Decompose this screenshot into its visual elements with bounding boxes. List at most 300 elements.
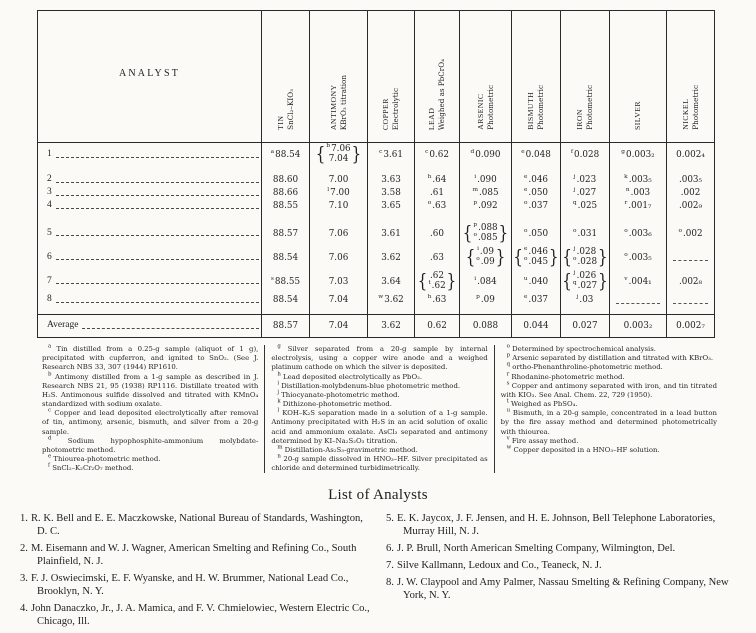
analyst-entry <box>386 577 736 603</box>
value-cell: 7.00 <box>310 174 368 187</box>
value-cell: $^p$.09 <box>460 294 512 307</box>
analyst-entry-text: Silve Kallmann, Ledoux and Co., Teaneck, N. J. <box>396 560 602 572</box>
analyst-label <box>38 295 261 305</box>
column-header-copper <box>368 11 415 143</box>
spacer-cell <box>310 213 368 222</box>
dotted-leader <box>56 182 259 183</box>
value-cell: 88.54 <box>262 246 310 270</box>
brace-right-icon: } <box>498 221 509 245</box>
method-name: SnCl₂–KIO₃ <box>285 89 295 130</box>
pair-values <box>428 272 445 291</box>
dash-line <box>673 303 708 304</box>
average-value-cell: 0.044 <box>512 315 561 338</box>
footnote-ref: t <box>428 279 431 286</box>
analyst-cell <box>38 222 262 246</box>
spacer-cell <box>460 213 512 222</box>
average-value-cell: 3.62 <box>368 315 415 338</box>
footnote-marker: a <box>48 343 52 350</box>
method-name: Weighed as PbCrO₄ <box>437 58 447 130</box>
data-row <box>38 143 715 167</box>
brace-left-icon: { <box>513 245 523 269</box>
value-cell: .61 <box>415 187 460 200</box>
value-pair <box>562 245 608 269</box>
spacer-cell <box>415 167 460 174</box>
footnote-ref: s <box>270 275 274 282</box>
analyst-label <box>38 175 261 185</box>
footnote-ref: w <box>378 294 384 301</box>
value-cell: $^o$.63 <box>415 200 460 213</box>
spacer-cell <box>610 213 667 222</box>
footnote-ref: g <box>621 148 625 155</box>
analyst-cell <box>38 246 262 270</box>
analyst-label <box>38 201 261 211</box>
value-cell: 7.03 <box>310 270 368 294</box>
footnote-ref: e <box>523 187 528 194</box>
footnote-ref: k <box>624 174 628 181</box>
value-cell: $^i$.090 <box>460 174 512 187</box>
footnote: $^w$ Copper deposited in a HNO₃–HF solution. <box>506 444 660 454</box>
dotted-leader <box>56 259 259 260</box>
analyst-entry-number: 5. <box>386 513 394 525</box>
value-cell: $^o$.002 <box>667 222 715 246</box>
footnote-ref: j <box>576 294 579 301</box>
spacer-cell <box>415 213 460 222</box>
column-header-lead <box>415 11 460 143</box>
pair-values <box>572 269 598 291</box>
footnote-ref: o <box>624 251 628 258</box>
footnote-ref: q <box>572 279 577 286</box>
average-value-cell: 0.002₇ <box>667 315 715 338</box>
value-cell: $^f$0.028 <box>561 143 610 167</box>
element-name: COPPER <box>381 98 391 130</box>
value-cell <box>610 294 667 307</box>
value-cell: .003₅ <box>667 174 715 187</box>
footnote: $^q$ ortho-Phenanthroline-photometric method. <box>506 362 663 372</box>
footnote-marker: t <box>506 398 509 405</box>
footnote-marker: o <box>506 343 510 350</box>
spacer-cell <box>512 307 561 315</box>
value: $^q$.027 <box>572 279 598 291</box>
footnote: $^l$ KOH–K₂S separation made in a solution of a 1-g sample. Antimony precipitated with H₂S in an acid solution of oxalic acid and ammonium oxalate. AsCl₃ separated and antimony determined by KI–Na₂S₂O₃ titration. <box>271 407 488 445</box>
rotated-header-label <box>427 59 446 130</box>
analyst-entry-text: R. K. Bell and E. E. Maczkowske, National Bureau of Standards, Washington, D. C. <box>30 513 363 538</box>
pair-values <box>523 245 549 267</box>
results-table <box>37 10 715 338</box>
analyst-entry-number: 7. <box>386 560 394 572</box>
analysts-left <box>20 513 370 632</box>
footnote-ref: h <box>427 294 432 301</box>
average-label <box>38 321 261 331</box>
value-cell: $^c$0.62 <box>415 143 460 167</box>
value-cell: $^p$.092 <box>460 200 512 213</box>
spacer-cell <box>561 307 610 315</box>
average-label-cell <box>38 315 262 338</box>
footnote: $^m$ Distillation-As₂S₃-gravimetric method. <box>277 444 418 454</box>
footnote-marker: f <box>48 462 50 469</box>
analyst-entry-number: 4. <box>20 602 28 614</box>
value-cell: $^q$.025 <box>561 200 610 213</box>
footnote-ref: e <box>521 148 525 155</box>
footnote-ref: i <box>477 245 479 252</box>
spacer-cell <box>38 307 262 315</box>
brace-left-icon: { <box>465 245 476 269</box>
value-cell: $^j$.023 <box>561 174 610 187</box>
footnote: $^d$ Sodium hypophosphite-ammonium molybdate-photometric method. <box>42 435 259 454</box>
header-row <box>38 11 715 143</box>
footnote-ref: i <box>474 275 477 282</box>
value: $^i$.09 <box>477 245 494 257</box>
spacer-cell <box>610 167 667 174</box>
value-cell: $^r$.001₇ <box>610 200 667 213</box>
value-cell: $^e$0.048 <box>512 143 561 167</box>
footnote-ref: j <box>573 187 576 194</box>
analyst-entry <box>20 573 370 599</box>
analyst-entry-text: E. K. Jaycox, J. F. Jensen, and H. E. Johnson, Bell Telephone Laboratories, Murray Hill, N. J. <box>396 513 716 538</box>
value-cell: 7.06 <box>310 246 368 270</box>
brace-right-icon: } <box>549 245 559 269</box>
analyst-number: 7 <box>47 275 52 286</box>
value-cell <box>310 143 368 167</box>
value-cell: $^h$.64 <box>415 174 460 187</box>
rotated-header-label <box>681 85 700 130</box>
footnote-ref: n <box>625 187 630 194</box>
footnote-marker: p <box>506 352 511 359</box>
value: $^o$.085 <box>473 231 498 243</box>
spacer-cell <box>368 167 415 174</box>
analyst-entry-text: J. W. Claypool and Amy Palmer, Nassau Smelting & Refining Company, New York, N. Y. <box>396 577 729 602</box>
spacer-cell <box>368 213 415 222</box>
value-cell <box>561 246 610 270</box>
footnote-ref: o <box>476 255 480 262</box>
footnote-ref: o <box>624 227 628 234</box>
value-cell: 88.55 <box>262 200 310 213</box>
footnotes-section <box>36 345 723 473</box>
spacer-row <box>38 167 715 174</box>
analyst-entry-number: 1. <box>20 513 28 525</box>
value-cell: 88.66 <box>262 187 310 200</box>
value-cell <box>667 294 715 307</box>
value-cell: 3.62 <box>368 246 415 270</box>
dotted-leader <box>56 302 259 303</box>
spacer-cell <box>460 167 512 174</box>
analyst-cell <box>38 143 262 167</box>
analyst-entry-text: J. P. Brull, North American Smelting Company, Wilmington, Del. <box>396 543 676 555</box>
footnote: $^t$ Weighed as PbSO₄. <box>506 398 578 409</box>
footnote-marker: m <box>277 444 283 451</box>
footnote: $^f$ SnCl₂–K₂Cr₂O₇ method. <box>48 462 134 473</box>
value-cell: $^a$88.54 <box>262 143 310 167</box>
rotated-header-label <box>633 101 643 130</box>
spacer-cell <box>512 167 561 174</box>
analysts-list <box>18 513 738 632</box>
footnote: $^i$ Distillation-molybdenum-blue photometric method. <box>277 380 461 390</box>
footnote-ref: o <box>523 255 528 262</box>
method-name: Photometric <box>585 85 595 130</box>
value: $^o$.045 <box>523 255 549 267</box>
element-name: TIN <box>275 115 285 130</box>
value: $^o$.09 <box>476 255 495 267</box>
analysts-title: List of Analysts <box>328 487 428 504</box>
footnote-marker: r <box>506 371 510 378</box>
rotated-header-label <box>276 89 295 130</box>
value-cell: 88.60 <box>262 174 310 187</box>
column-header-bismuth <box>512 11 561 143</box>
document-page <box>0 10 756 627</box>
analyst-entry-text: M. Eisemann and W. J. Wagner, American Smelting and Refining Co., South Plainfield, N. J. <box>30 543 357 568</box>
value-cell: $^v$.004₁ <box>610 270 667 294</box>
footnote-ref: f <box>570 148 573 155</box>
footnote-ref: v <box>624 275 628 282</box>
value-cell: 7.06 <box>310 222 368 246</box>
footnote-ref: a <box>270 148 275 155</box>
spacer-cell <box>460 307 512 315</box>
footnote-ref: j <box>573 245 576 252</box>
spacer-cell <box>38 213 262 222</box>
footnote: $^h$ Lead deposited electrolytically as PbO₂. <box>277 371 423 381</box>
brace-right-icon: } <box>351 142 362 166</box>
element-name: ARSENIC <box>475 93 485 130</box>
method-name: Electrolytic <box>391 87 401 130</box>
value-pair <box>417 269 457 293</box>
footnote-ref: q <box>572 200 577 207</box>
column-header-silver <box>610 11 667 143</box>
footnote: $^n$ 20-g sample dissolved in HNO₃–HF. Silver precipitated as chloride and determined turbidimetrically. <box>271 453 488 473</box>
value-cell: 3.63 <box>368 174 415 187</box>
column-header-arsenic <box>460 11 512 143</box>
rotated-header-label <box>381 88 400 130</box>
value-cell: $^h$.63 <box>415 294 460 307</box>
footnote-marker: l <box>277 407 280 414</box>
value-cell: $^l$7.00 <box>310 187 368 200</box>
analyst-entry <box>20 513 370 539</box>
average-row <box>38 315 715 338</box>
spacer-cell <box>561 167 610 174</box>
analyst-number: 8 <box>47 294 52 305</box>
spacer-cell <box>415 307 460 315</box>
brace-right-icon: } <box>446 269 457 293</box>
pair-values <box>476 245 495 267</box>
value-cell: .002₉ <box>667 200 715 213</box>
column-header-antimony <box>310 11 368 143</box>
element-name: LEAD <box>427 107 437 130</box>
footnote: $^o$ Determined by spectrochemical analysis. <box>506 343 656 353</box>
footnote: $^v$ Fire assay method. <box>506 435 579 445</box>
footnote-ref: c <box>425 148 429 155</box>
data-row <box>38 174 715 187</box>
analyst-entry <box>20 603 370 629</box>
value: $^b$7.06 <box>326 143 351 155</box>
footnote-marker: n <box>277 453 281 460</box>
value-cell: $^j$.03 <box>561 294 610 307</box>
dotted-leader <box>82 328 259 329</box>
analyst-number: 4 <box>47 200 52 211</box>
value-cell: $^i$.084 <box>460 270 512 294</box>
footnote: $^e$ Thiourea-photometric method. <box>48 453 161 464</box>
value-pair <box>315 142 362 166</box>
value-cell: .002₈ <box>667 270 715 294</box>
value-pair <box>562 269 608 293</box>
footnote-marker: i <box>277 380 280 387</box>
footnote-marker: s <box>506 380 510 387</box>
pair-values <box>473 221 498 243</box>
table-header <box>38 11 715 143</box>
footnote-ref: j <box>573 269 576 276</box>
data-row <box>38 222 715 246</box>
analyst-entry-text: John Danaczko, Jr., J. A. Mamica, and F. V. Chmielowiec, Western Electric Co., Chicago, Ill. <box>30 602 370 627</box>
value-pair <box>513 245 559 269</box>
footnote-marker: g <box>277 343 281 350</box>
footnote-ref: i <box>474 174 477 181</box>
analyst-entry <box>386 543 736 556</box>
analyst-number: 5 <box>47 227 52 238</box>
value-cell: $^g$0.003₂ <box>610 143 667 167</box>
rotated-header-label <box>575 85 594 130</box>
spacer-row <box>38 213 715 222</box>
method-name: KBrO₃ titration <box>338 74 348 130</box>
analyst-column-header: ANALYST <box>38 11 262 143</box>
value-cell <box>512 246 561 270</box>
value: $^p$.088 <box>473 221 498 233</box>
rotated-header-label <box>476 85 495 130</box>
footnote-column-2 <box>264 345 493 473</box>
value-cell <box>415 270 460 294</box>
footnote-ref: o <box>523 227 528 234</box>
footnote-ref: u <box>523 275 528 282</box>
footnote-ref: h <box>427 174 432 181</box>
spacer-row <box>38 307 715 315</box>
analyst-entry-number: 2. <box>20 543 28 555</box>
footnote-marker: b <box>48 371 52 378</box>
footnote-ref: j <box>573 174 576 181</box>
footnote-column-3 <box>494 345 723 473</box>
value: 7.04 <box>328 153 349 164</box>
footnote-ref: o <box>678 227 682 234</box>
analysts-right <box>386 513 736 632</box>
footnote-marker: w <box>506 444 512 451</box>
dotted-leader <box>56 157 259 158</box>
data-row <box>38 200 715 213</box>
rotated-header-label <box>526 85 545 130</box>
value-cell: 7.10 <box>310 200 368 213</box>
brace-right-icon: } <box>495 245 506 269</box>
footnote-ref: o <box>523 200 528 207</box>
element-name: BISMUTH <box>526 92 536 130</box>
value-cell: $^j$.027 <box>561 187 610 200</box>
footnote-marker: d <box>48 435 52 442</box>
value-cell <box>561 270 610 294</box>
element-name: ANTIMONY <box>328 84 338 130</box>
value-cell: 3.58 <box>368 187 415 200</box>
footnote: $^p$ Arsenic separated by distillation and titrated with KBrO₃. <box>506 352 714 363</box>
footnote-marker: q <box>506 362 511 369</box>
footnote: $^g$ Silver separated from a 20-g sample by internal electrolysis, using a copper wire anode and a weighed platinum cathode on which the silver is deposited. <box>271 343 488 372</box>
brace-left-icon: { <box>562 245 572 269</box>
value-cell: .60 <box>415 222 460 246</box>
footnote: $^j$ Thiocyanate-photometric method. <box>277 389 400 399</box>
element-name: IRON <box>575 109 585 130</box>
value-cell: 88.57 <box>262 222 310 246</box>
footnote: $^k$ Dithizone-photometric method. <box>277 398 392 409</box>
dotted-leader <box>56 195 259 196</box>
value-cell: $^o$.050 <box>512 222 561 246</box>
footnote-ref: o <box>427 200 432 207</box>
value: $^j$.028 <box>573 245 597 257</box>
footnote: $^c$ Copper and lead deposited electrolytically after removal of tin, antimony, arsenic, bismuth, and silver from a 20-g sample. <box>42 407 259 436</box>
column-header-tin <box>262 11 310 143</box>
analyst-label <box>38 188 261 198</box>
value-pair <box>465 245 506 269</box>
value-cell: 88.54 <box>262 294 310 307</box>
value-cell: $^s$88.55 <box>262 270 310 294</box>
spacer-cell <box>368 307 415 315</box>
column-header-iron <box>561 11 610 143</box>
value-cell: $^c$3.61 <box>368 143 415 167</box>
value-cell: $^e$.046 <box>512 174 561 187</box>
footnote-ref: r <box>624 200 628 207</box>
average-value-cell: 0.027 <box>561 315 610 338</box>
value-cell: $^e$.037 <box>512 294 561 307</box>
footnote-marker: c <box>48 407 52 414</box>
rotated-header-label <box>329 75 348 130</box>
dotted-leader <box>56 235 259 236</box>
footnote-marker: e <box>48 453 52 460</box>
value-cell: .63 <box>415 246 460 270</box>
value-cell: $^o$.003₆ <box>610 222 667 246</box>
element-name: NICKEL <box>680 99 690 130</box>
column-header-nickel <box>667 11 715 143</box>
analyst-entry-text: F. J. Oswiecimski, E. F. Wyanske, and H. W. Brummer, National Lead Co., Brooklyn, N. Y. <box>30 573 349 598</box>
spacer-cell <box>262 213 310 222</box>
value-cell: 0.002₄ <box>667 143 715 167</box>
footnote: $^u$ Bismuth, in a 20-g sample, concentrated in a lead button by the fire assay method and determined photometrically with thiourea. <box>500 407 717 436</box>
average-value-cell: 0.003₂ <box>610 315 667 338</box>
footnote-ref: o <box>572 255 577 262</box>
value-cell: 3.61 <box>368 222 415 246</box>
spacer-cell <box>262 307 310 315</box>
value-cell <box>460 246 512 270</box>
average-value-cell: 0.62 <box>415 315 460 338</box>
value-cell: $^k$.003₅ <box>610 174 667 187</box>
element-name: SILVER <box>632 101 642 130</box>
footnote-ref: p <box>473 221 478 228</box>
dash-line <box>616 303 660 304</box>
value-cell: $^w$3.62 <box>368 294 415 307</box>
analyst-cell <box>38 270 262 294</box>
average-value-cell: 88.57 <box>262 315 310 338</box>
footnote-ref: p <box>476 294 480 301</box>
table-body <box>38 143 715 338</box>
footnote-ref: p <box>473 200 478 207</box>
brace-left-icon: { <box>462 221 473 245</box>
value-cell: $^m$.085 <box>460 187 512 200</box>
value-cell: $^o$.031 <box>561 222 610 246</box>
brace-right-icon: } <box>598 269 608 293</box>
analyst-label <box>38 150 261 160</box>
method-name: Photometric <box>485 85 495 130</box>
spacer-cell <box>310 167 368 174</box>
analyst-cell <box>38 187 262 200</box>
average-value-cell: 0.088 <box>460 315 512 338</box>
brace-left-icon: { <box>562 269 572 293</box>
value-cell: $^n$.003 <box>610 187 667 200</box>
analyst-entry <box>386 513 736 539</box>
analyst-number: 2 <box>47 174 52 185</box>
footnote-column-1 <box>36 345 264 473</box>
analyst-entry-number: 3. <box>20 573 28 585</box>
footnote-ref: b <box>326 143 331 150</box>
data-row <box>38 187 715 200</box>
method-name: Photometric <box>690 85 700 130</box>
